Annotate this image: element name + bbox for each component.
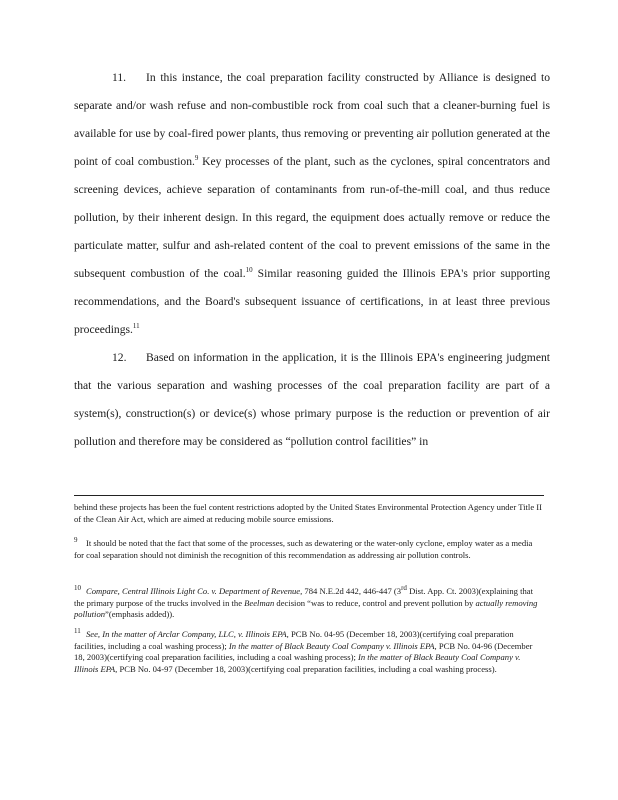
citation: PCB No. 04-95 (December 18, 2003)(certifying coal preparation facilities, including a coal washing process); — [74, 629, 514, 651]
ordinal-suffix: rd — [401, 584, 407, 593]
paragraph-number: 11. — [112, 71, 127, 84]
case-name: See, In the matter of Arclar Company, LLC, v. Illinois EPA, — [86, 629, 289, 639]
footnote-ref-11[interactable]: 11 — [132, 322, 140, 331]
case-name: In the matter of Black Beauty Coal Company v. Illinois EPA, — [228, 640, 437, 651]
paragraph-text: Key processes of the plant, such as the cyclones, spiral concentrators and screening devices, achieve separation of contaminants from run-of-the-mill coal, and thus reduce pollution, by their inherent design. In this regard, the equipment does actually remove or reduce the particulate matter, sulfur and ash-related content of the coal to prevent emissions of the same in the subsequent combustion of the coal. — [74, 155, 550, 280]
case-name: In the matter of Black Beauty Coal Company v. Illinois EPA, — [74, 652, 521, 674]
footnote-text: It should be noted that the fact that some of the processes, such as dewatering or the water-only cyclone, employ water as a media for coal separation should not diminish the recognition of this recommendation as addressing air pollution controls. — [74, 538, 533, 560]
footnote-ref-10[interactable]: 10 — [245, 266, 253, 275]
case-name: Compare, Central Illinois Light Co. v. Department of Revenue, — [86, 586, 303, 596]
paragraph-11 — [74, 64, 550, 344]
paragraph-text: Similar reasoning guided the Illinois EPA's prior supporting recommendations, and the Board's subsequent issuance of certifications, in at least three previous proceedings. — [74, 267, 550, 336]
citation: 784 N.E.2d 442, 446-447 (3 — [302, 586, 402, 596]
footnote-ref-9[interactable]: 9 — [194, 154, 199, 163]
paragraph-12 — [74, 344, 550, 456]
footnote-9: $^9$ It should be noted that the fact that some of the processes, such as dewatering or the water-only cyclone, employ water as a media for coal separation should not diminish the recognition of this recommendation as addressing air pollution controls. — [74, 536, 533, 560]
citation: ”(emphasis added)). — [105, 609, 175, 619]
paragraph-text: In this instance, the coal preparation facility constructed by Alliance is designed to separate and/or wash refuse and non-combustible rock from coal such that a cleaner-burning fuel is available for use by coal-fired power plants, thus removing or preventing air pollution generated at the point of coal combustion. — [74, 71, 550, 168]
footnote-divider — [74, 495, 544, 496]
citation: PCB No. 04-97 (December 18, 2003)(certifying coal preparation facilities, including a coal washing process). — [117, 663, 497, 674]
paragraph-text: Based on information in the application, it is the Illinois EPA's engineering judgment that the various separation and washing processes of the coal preparation facility are part of a system(s), construction(s) or device(s) whose primary purpose is the reduction or prevention of air pollution and therefore may be considered as “pollution control facilities” in — [74, 351, 550, 448]
citation: PCB No. 04-96 (December 18, 2003)(certifying coal preparation facilities, including a coal washing process); — [74, 640, 533, 662]
paragraph-number: 12. — [112, 351, 127, 364]
footnote-10: $^{10}$ Compare, Central Illinois Light Co. v. Department of Revenue, 784 N.E.2d 442, 446-447 (3rd Dist. App. Ct. 2003)(explaining that the primary purpose of the trucks involved in the Beelman decision “was to reduce, control and prevent pollution by actually removing pollution”(emphasis added)). — [74, 584, 538, 619]
citation: Dist. App. Ct. 2003)(explaining that the primary purpose of the trucks involved in the — [74, 586, 533, 608]
case-name: Beelman — [244, 597, 275, 608]
footnote-continuation: behind these projects has been the fuel content restrictions adopted by the United States Environmental Protection Agency under Title II of the Clean Air Act, which are aimed at reducing mobile source emissions. — [74, 502, 543, 524]
citation: decision “was to reduce, control and prevent pollution by — [274, 597, 476, 608]
footnote-11: $^{11}$ See, In the matter of Arclar Company, LLC, v. Illinois EPA, PCB No. 04-95 (December 18, 2003)(certifying coal preparation facilities, including a coal washing process); In the matter of Black Beauty Coal Company v. Illinois EPA, PCB No. 04-96 (December 18, 2003)(certifying coal preparation facilities, including a coal washing process); In the matter of Black Beauty Coal Company v. Illinois EPA, PCB No. 04-97 (December 18, 2003)(certifying coal preparation facilities, including a coal washing process). — [74, 627, 533, 674]
emphasis: actually removing pollution — [74, 597, 538, 619]
